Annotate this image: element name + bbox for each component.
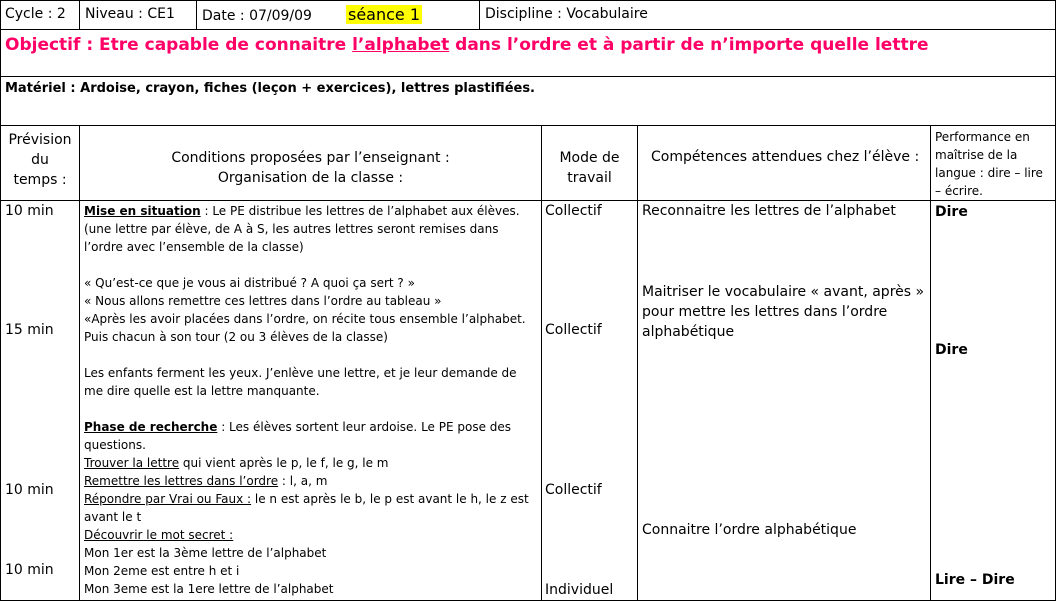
- conditions-header: [79, 148, 542, 188]
- phase-title: Phase de recherche: [84, 420, 218, 434]
- cond-line-17: Mon 1er est la 3ème lettre de l’alphabet: [84, 546, 327, 560]
- discipline-label: Discipline : Vocabulaire: [485, 6, 648, 22]
- seance-label: séance 1: [348, 5, 421, 24]
- performance-header: [935, 128, 1043, 200]
- trouver-rest: qui vient après le p, le f, le g, le m: [179, 456, 389, 470]
- date-label: Date : 07/09/09: [202, 8, 312, 24]
- competence-2-line-3: alphabétique: [642, 324, 735, 340]
- performance-line-2: maîtrise de la: [935, 148, 1018, 162]
- performance-2: Dire: [935, 342, 968, 358]
- mode-4: Individuel: [545, 582, 614, 598]
- remettre-line: [84, 472, 529, 490]
- competence-2-line-2: pour mettre les lettres dans l’ordre: [642, 304, 888, 320]
- niveau-label: Niveau : CE1: [85, 6, 175, 22]
- repondre-underlined: Répondre par Vrai ou Faux :: [84, 492, 252, 506]
- mise-rest: : Le PE distribue les lettres de l’alphabet aux élèves.: [200, 204, 520, 218]
- trouver-line: [84, 454, 529, 472]
- prevision-line-1: Prévision: [8, 132, 72, 148]
- mode-header: [541, 148, 638, 188]
- phase-line: [84, 418, 529, 436]
- mode-line-1: Mode de: [559, 150, 620, 166]
- prevision-header: [0, 130, 80, 190]
- performance-line-3: langue : dire – lire: [935, 166, 1043, 180]
- mise-title: Mise en situation: [84, 204, 201, 218]
- objective-prefix: Objectif : Etre capable de connaitre: [5, 35, 353, 55]
- cond-line-15: avant le t: [84, 510, 142, 524]
- cond-line-19: Mon 3eme est la 1ere lettre de l’alphabet: [84, 582, 334, 596]
- objective-suffix: dans l’ordre et à partir de n’importe quelle lettre: [449, 35, 929, 55]
- conditions-line-1: Conditions proposées par l’enseignant :: [171, 150, 450, 166]
- mode-1: Collectif: [545, 203, 602, 219]
- time-4: 10 min: [5, 562, 54, 578]
- cond-line-18: Mon 2eme est entre h et i: [84, 564, 240, 578]
- cond-line-11: questions.: [84, 438, 146, 452]
- cond-line-6: «Après les avoir placées dans l’ordre, on récite tous ensemble l’alphabet.: [84, 312, 526, 326]
- time-2: 15 min: [5, 322, 54, 338]
- phase-rest: : Les élèves sortent leur ardoise. Le PE pose des: [217, 420, 512, 434]
- cond-line-7: Puis chacun à son tour (2 ou 3 élèves de la classe): [84, 330, 388, 344]
- performance-line-4: – écrire.: [935, 184, 983, 198]
- body-cell-mode: [541, 200, 638, 601]
- body-cell-time: [0, 200, 80, 601]
- performance-3: Lire – Dire: [935, 572, 1015, 588]
- remettre-underlined: Remettre les lettres dans l’ordre: [84, 474, 279, 488]
- mise-line: [84, 202, 529, 220]
- prevision-line-3: temps :: [13, 172, 67, 188]
- competence-2-line-1: Maitriser le vocabulaire « avant, après »: [642, 284, 925, 300]
- competence-3: Connaitre l’ordre alphabétique: [642, 522, 857, 538]
- trouver-underlined: Trouver la lettre: [84, 456, 180, 470]
- cond-line-5: « Nous allons remettre ces lettres dans l’ordre au tableau »: [84, 294, 442, 308]
- conditions-body: [84, 202, 529, 598]
- mode-2: Collectif: [545, 322, 602, 338]
- time-1: 10 min: [5, 203, 54, 219]
- competences-header: Compétences attendues chez l’élève :: [651, 149, 920, 165]
- remettre-rest: : l, a, m: [278, 474, 328, 488]
- cond-line-3: l’ordre avec l’ensemble de la classe): [84, 240, 304, 254]
- objective-alphabet: l’alphabet: [352, 35, 450, 55]
- performance-1: Dire: [935, 204, 968, 220]
- competence-1: Reconnaitre les lettres de l’alphabet: [642, 203, 896, 219]
- cond-line-4: « Qu’est-ce que je vous ai distribué ? A quoi ça sert ? »: [84, 276, 415, 290]
- repondre-line: [84, 490, 529, 508]
- repondre-rest: le n est après le b, le p est avant le h, le z est: [251, 492, 529, 506]
- cond-line-2: (une lettre par élève, de A à S, les autres lettres seront remises dans: [84, 222, 499, 236]
- conditions-line-2: Organisation de la classe :: [217, 170, 404, 186]
- objective-text: [5, 35, 929, 55]
- cond-line-8: Les enfants ferment les yeux. J’enlève une lettre, et je leur demande de: [84, 366, 517, 380]
- prevision-line-2: du: [31, 152, 49, 168]
- cond-line-9: me dire quelle est la lettre manquante.: [84, 384, 320, 398]
- decouvrir-line: Découvrir le mot secret :: [84, 528, 234, 542]
- materiel-text: Matériel : Ardoise, crayon, fiches (leçon + exercices), lettres plastifiées.: [5, 81, 535, 96]
- cycle-label: Cycle : 2: [5, 6, 66, 22]
- body-cell-competences: [637, 200, 931, 601]
- body-cell-performance: [930, 200, 1056, 601]
- mode-line-2: travail: [567, 170, 612, 186]
- competence-2: [642, 282, 924, 342]
- time-3: 10 min: [5, 482, 54, 498]
- mode-3: Collectif: [545, 482, 602, 498]
- performance-line-1: Performance en: [935, 130, 1030, 144]
